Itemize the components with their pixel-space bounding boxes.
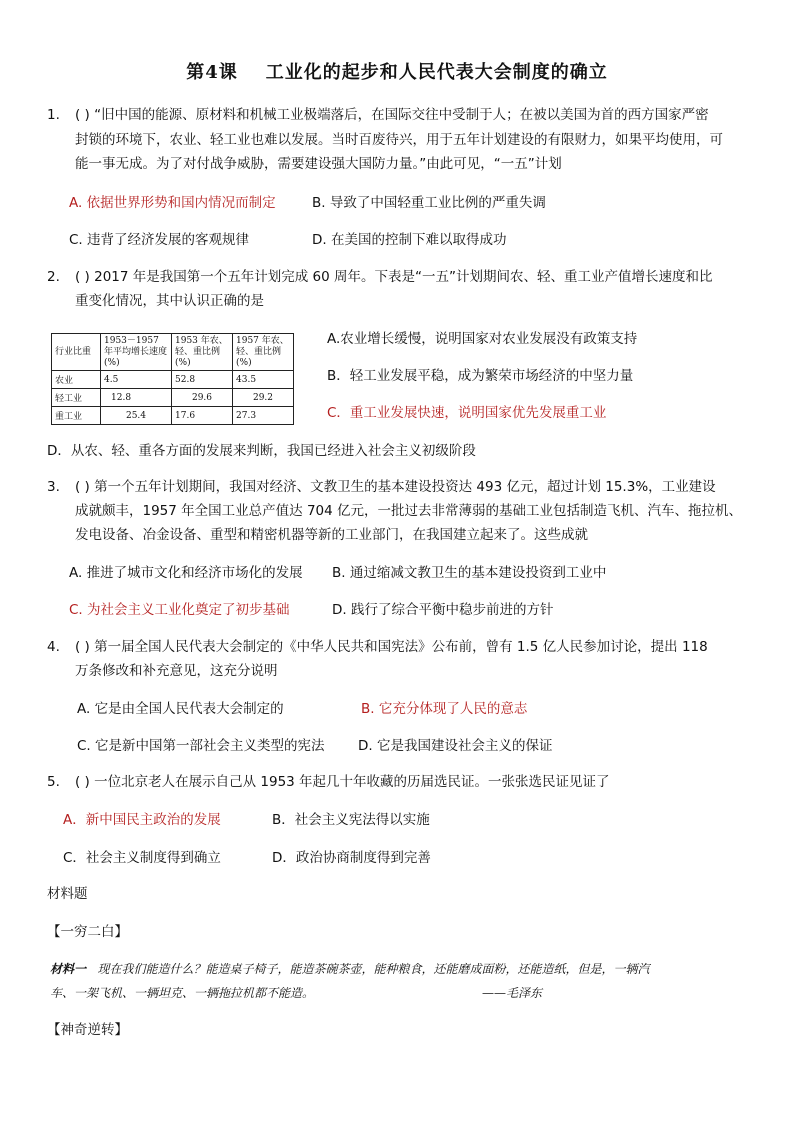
question-1-line: ( ) “旧中国的能源、原材料和机械工业极端落后，在国际交往中受制于人；在被以美国为首的西方国家严密 [75,107,709,123]
material-quote-line: 车、一架飞机、一辆坦克、一辆拖拉机都不能造。 [50,986,315,1000]
question-3-option-b: B. 通过缩减文教卫生的基本建设投资到工业中 [332,565,607,581]
question-5-line: ( ) 一位北京老人在展示自己从 1953 年起几十年收藏的历届选民证。一张张选民证见证了 [75,774,610,790]
question-1-option-a: A. 依据世界形势和国内情况而制定 [69,195,276,211]
question-5-number: 5. [47,774,60,790]
question-3-number: 3. [47,479,60,495]
table-header-row [52,334,294,371]
statistics-table [51,333,294,425]
question-2-option-d: D．从农、轻、重各方面的发展来判断，我国已经进入社会主义初级阶段 [47,443,476,459]
question-1-number: 1. [47,107,60,123]
table-header-cell: 1957 年农、轻、重比例(%) [233,334,294,371]
table-row [52,407,294,425]
material-quote-label: 材料一 [50,962,87,976]
question-5-option-d: D．政治协商制度得到完善 [272,850,431,866]
table-cell: 17.6 [172,407,233,425]
question-3-option-c: C. 为社会主义工业化奠定了初步基础 [69,602,290,618]
page-title [0,58,794,84]
question-1-option-d: D. 在美国的控制下难以取得成功 [312,232,507,248]
material-quote-line [50,960,649,977]
table-cell: 29.2 [233,389,294,407]
question-2-option-a: A.农业增长缓慢，说明国家对农业发展没有政策支持 [327,331,638,347]
material-quote-text: 现在我们能造什么？能造桌子椅子，能造茶碗茶壶，能种粮食，还能磨成面粉，还能造纸，但是，一辆汽 [97,962,650,976]
question-4-line: ( ) 第一届全国人民代表大会制定的《中华人民共和国宪法》公布前，曾有 1.5 亿人民参加讨论，提出 118 [75,639,708,655]
question-4-option-a: A. 它是由全国人民代表大会制定的 [77,701,284,717]
question-5-option-c: C．社会主义制度得到确立 [63,850,221,866]
question-2-number: 2. [47,269,60,285]
table-header-cell: 行业比重 [52,334,101,371]
question-2-line: 重变化情况，其中认识正确的是 [75,293,264,309]
question-4-option-b: B. 它充分体现了人民的意志 [361,701,528,717]
question-4-option-c: C. 它是新中国第一部社会主义类型的宪法 [77,738,325,754]
section-heading: 【神奇逆转】 [47,1022,128,1038]
question-2-option-c: C．重工业发展快速，说明国家优先发展重工业 [327,405,607,421]
question-3-line: 成就颇丰，1957 年全国工业总产值达 704 亿元，一批过去非常薄弱的基础工业包括制造飞机、汽车、拖拉机、 [75,503,742,519]
lesson-title: 工业化的起步和人民代表大会制度的确立 [265,62,608,83]
table-header-cell: 1953－1957 年平均增长速度(%) [101,334,172,371]
question-3-line: 发电设备、冶金设备、重型和精密机器等新的工业部门，在我国建立起来了。这些成就 [75,527,588,543]
table-row [52,389,294,407]
table-row [52,371,294,389]
table-cell: 27.3 [233,407,294,425]
question-5-option-b: B．社会主义宪法得以实施 [272,812,430,828]
question-3-option-d: D. 践行了综合平衡中稳步前进的方针 [332,602,554,618]
table-cell: 4.5 [101,371,172,389]
table-header-cell: 1953 年农、轻、重比例(%) [172,334,233,371]
question-1-line: 封锁的环境下，农业、轻工业也难以发展。当时百废待兴，用于五年计划建设的有限财力，如果平均使用，可 [75,132,723,148]
question-1-line: 能一事无成。为了对付战争威胁，需要建设强大国防力量。”由此可见，“一五”计划 [75,156,562,172]
table-cell: 轻工业 [52,389,101,407]
table-cell: 农业 [52,371,101,389]
question-4-line: 万条修改和补充意见，这充分说明 [75,663,278,679]
question-5-option-a: A．新中国民主政治的发展 [63,812,221,828]
table-cell: 43.5 [233,371,294,389]
question-1-option-c: C. 违背了经济发展的客观规律 [69,232,250,248]
question-1-option-b: B. 导致了中国轻重工业比例的严重失调 [312,195,546,211]
material-quote-source: ——毛泽东 [482,986,543,1000]
question-2-option-b: B．轻工业发展平稳，成为繁荣市场经济的中坚力量 [327,368,634,384]
table-cell: 12.8 [101,389,172,407]
table-cell: 29.6 [172,389,233,407]
table-cell: 重工业 [52,407,101,425]
material-label: 材料题 [47,886,88,902]
question-3-line: ( ) 第一个五年计划期间，我国对经济、文教卫生的基本建设投资达 493 亿元，超过计划 15.3%，工业建设 [75,479,716,495]
section-heading: 【一穷二白】 [47,924,128,940]
question-4-option-d: D. 它是我国建设社会主义的保证 [358,738,553,754]
lesson-number: 第4课 [186,62,238,83]
table-cell: 25.4 [101,407,172,425]
question-2-line: ( ) 2017 年是我国第一个五年计划完成 60 周年。下表是“一五”计划期间农、轻、重工业产值增长速度和比 [75,269,713,285]
table-cell: 52.8 [172,371,233,389]
question-4-number: 4. [47,639,60,655]
question-3-option-a: A. 推进了城市文化和经济市场化的发展 [69,565,303,581]
